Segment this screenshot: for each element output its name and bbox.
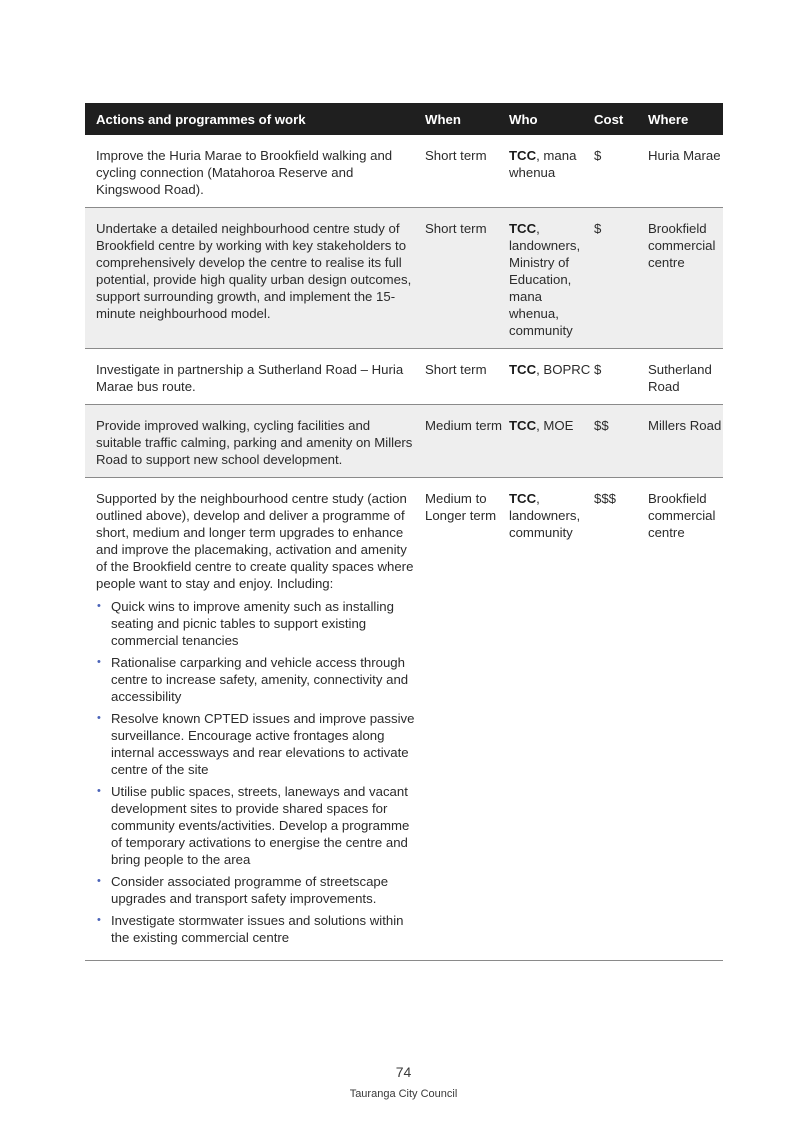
when-cell: Medium term bbox=[425, 418, 502, 433]
who-cell bbox=[509, 208, 594, 348]
cost-cell: $ bbox=[594, 362, 602, 377]
action-intro: Supported by the neighbourhood centre study (action outlined above), develop and deliver a programme of short, medium and longer term upgrades to enhance and improve the placemaking, activation and amenity of the Brookfield centre to create quality spaces where people want to stay and enjoy. Including: bbox=[96, 491, 414, 591]
table-row bbox=[85, 478, 723, 961]
footer-organisation: Tauranga City Council bbox=[349, 1088, 458, 1100]
table-header bbox=[85, 103, 723, 135]
header-cost: Cost bbox=[594, 111, 624, 127]
cost-cell: $$ bbox=[594, 418, 609, 433]
page-number: 74 bbox=[395, 1064, 412, 1080]
list-item: • Rationalise carparking and vehicle access through centre to increase safety, amenity, connectivity and accessibility bbox=[96, 654, 419, 705]
table-row bbox=[85, 349, 723, 405]
when-cell: Short term bbox=[425, 148, 487, 163]
header-where: Where bbox=[648, 111, 689, 127]
where-cell: Millers Road bbox=[648, 418, 722, 433]
list-item: • Consider associated programme of streetscape upgrades and transport safety improvements. bbox=[96, 873, 419, 907]
header-when: When bbox=[425, 111, 461, 127]
action-cell: Improve the Huria Marae to Brookfield walking and cycling connection (Matahoroa Reserve and Kingswood Road). bbox=[96, 148, 393, 197]
who-lead: TCC bbox=[509, 148, 537, 163]
action-bullet-list bbox=[96, 598, 419, 946]
where-cell: Sutherland Road bbox=[648, 362, 712, 394]
action-cell: Undertake a detailed neighbourhood centre study of Brookfield centre by working with key stakeholders to comprehensively develop the centre to realise its full potential, provide high quality urban design outcomes, support surrounding growth, and implement the 15-minute neighbourhood model. bbox=[96, 221, 412, 321]
who-cell bbox=[509, 405, 594, 477]
cost-cell: $$$ bbox=[594, 491, 617, 506]
list-item: • Resolve known CPTED issues and improve passive surveillance. Encourage active frontages along internal accessways and rear elevations to activate centre of the site bbox=[96, 710, 419, 778]
action-cell: Provide improved walking, cycling facilities and suitable traffic calming, parking and amenity on Millers Road to support new school development. bbox=[96, 418, 413, 467]
cost-cell: $ bbox=[594, 221, 602, 236]
who-lead: TCC bbox=[509, 221, 537, 236]
who-others: , MOE bbox=[536, 418, 574, 433]
action-cell bbox=[85, 478, 425, 960]
who-lead: TCC bbox=[509, 491, 537, 506]
when-cell: Medium to Longer term bbox=[425, 491, 497, 523]
who-others: , BOPRC bbox=[536, 362, 591, 377]
header-who: Who bbox=[509, 111, 538, 127]
list-item: • Quick wins to improve amenity such as installing seating and picnic tables to support existing commercial tenancies bbox=[96, 598, 419, 649]
where-cell: Brookfield commercial centre bbox=[648, 221, 716, 270]
who-cell bbox=[509, 478, 594, 960]
cost-cell: $ bbox=[594, 148, 602, 163]
table-row bbox=[85, 135, 723, 208]
who-cell bbox=[509, 135, 594, 207]
who-lead: TCC bbox=[509, 418, 537, 433]
who-others: , landowners, Ministry of Education, mana whenua, community bbox=[509, 221, 581, 338]
list-item: • Investigate stormwater issues and solutions within the existing commercial centre bbox=[96, 912, 419, 946]
action-cell: Investigate in partnership a Sutherland Road – Huria Marae bus route. bbox=[96, 362, 404, 394]
who-lead: TCC bbox=[509, 362, 537, 377]
table-row bbox=[85, 405, 723, 478]
who-others: , mana whenua bbox=[509, 148, 577, 180]
when-cell: Short term bbox=[425, 221, 487, 236]
when-cell: Short term bbox=[425, 362, 487, 377]
list-item: • Utilise public spaces, streets, laneways and vacant development sites to provide shared spaces for community events/activities. Develop a programme of temporary activations to energise the centre and bring people to the area bbox=[96, 783, 419, 868]
who-cell bbox=[509, 349, 594, 404]
actions-table bbox=[85, 103, 723, 961]
who-others: , landowners, community bbox=[509, 491, 581, 540]
table-row bbox=[85, 208, 723, 349]
where-cell: Brookfield commercial centre bbox=[648, 491, 716, 540]
header-actions: Actions and programmes of work bbox=[96, 111, 306, 127]
where-cell: Huria Marae bbox=[648, 148, 721, 163]
